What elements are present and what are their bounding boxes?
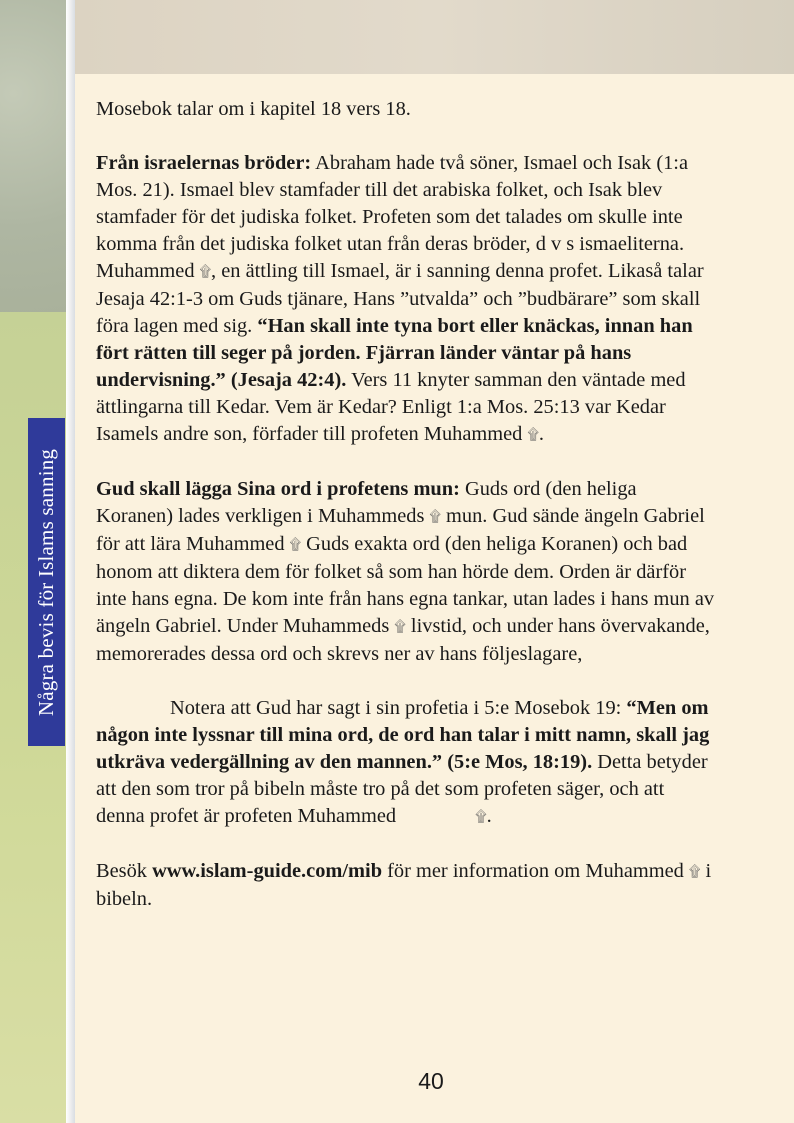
text-run: . xyxy=(486,805,492,827)
paragraph-heading: Gud skall lägga Sina ord i profetens mun: xyxy=(96,478,460,500)
pbuh-calligraphy-icon: ۩ xyxy=(394,619,406,635)
text-run: Vers 11 knyter samman den väntade med ättlingarna till Kedar. Vem är Kedar? Enligt 1:a Mos. 25:13 var Kedar Isamels andre son, förfader till profeten Muhammed xyxy=(96,369,686,445)
pbuh-calligraphy-icon: ۩ xyxy=(475,809,487,825)
page-body-text xyxy=(96,96,716,940)
text-run: Guds ord (den heliga Koranen) lades verkligen i Muhammeds xyxy=(96,478,637,527)
text-run: Mosebok talar om i kapitel 18 vers 18. xyxy=(96,98,411,120)
top-header-band xyxy=(75,0,794,74)
text-run: mun. Gud sände ängeln Gabriel för att lära Muhammed xyxy=(96,505,705,555)
text-run: Besök xyxy=(96,860,153,882)
pbuh-calligraphy-icon: ۩ xyxy=(289,537,302,553)
page-number: 40 xyxy=(418,1068,444,1094)
text-run: . xyxy=(538,423,544,445)
text-run: för mer information om Muhammed xyxy=(382,860,689,882)
text-run: livstid, och under hans övervakande, memorerades dessa ord och skrevs ner av hans följeslagare, xyxy=(96,615,710,665)
text-run: Guds exakta ord (den heliga Koranen) och bad honom att diktera dem för folket så som han hörde dem. Orden är därför inte hans egna. De kom inte från hans egna tankar, utan lades i hans mun av ängeln Gabriel. Under Muhammeds xyxy=(96,533,715,637)
text-run: Abraham hade två söner, Ismael och Isak (1:a Mos. 21). Ismael blev stamfader till det arabiska folket, och Isak blev stamfader för det judiska folket. Profeten som det talades om skulle inte komma från det judiska folket utan från deras bröder, d v s ismaeliterna. Muhammed xyxy=(96,152,689,282)
side-book-title-tab xyxy=(28,418,65,746)
paragraph-heading: Från israelernas bröder: xyxy=(96,152,312,174)
page-gutter xyxy=(66,0,75,1123)
pbuh-calligraphy-icon: ۩ xyxy=(199,264,212,280)
quote-bold: “Men om någon inte lyssnar till mina ord, de ord han talar i mitt namn, skall jag utkräva vedergällning av den mannen.” (5:e Mos, 18:19). xyxy=(96,697,710,773)
quote-bold: “Han skall inte tyna bort eller knäckas, innan han fört rätten till seger på jorden. Fjärran länder väntar på hans undervisning.” (Jesaja 42:4). xyxy=(96,315,693,391)
pbuh-calligraphy-icon: ۩ xyxy=(688,864,701,880)
text-run: , en ättling till Ismael, är i sanning denna profet. Likaså talar Jesaja 42:1-3 om Guds tjänare, Hans ”utvalda” och ”budbärare” som skall föra lagen med sig. xyxy=(96,260,704,337)
pbuh-calligraphy-icon: ۩ xyxy=(429,509,441,525)
text-run: i bibeln. xyxy=(96,860,712,910)
paragraph-intro xyxy=(96,96,716,123)
paragraph-visit xyxy=(96,858,716,913)
side-book-title: Några bevis för Islams sanning xyxy=(34,448,58,716)
pbuh-calligraphy-icon: ۩ xyxy=(527,427,539,443)
paragraph-words-in-mouth xyxy=(96,476,716,668)
paragraph-note xyxy=(96,695,716,831)
text-run: Notera att Gud har sagt i sin profetia i 5:e Mosebok 19: xyxy=(170,697,627,719)
paragraph-brothers xyxy=(96,150,716,449)
left-strip-top-texture xyxy=(0,0,66,312)
text-run: Detta betyder att den som tror på bibeln måste tro på det som profeten säger, och att denna profet är profeten Muhammed xyxy=(96,751,708,827)
website-link[interactable]: www.islam-guide.com/mib xyxy=(152,860,383,882)
